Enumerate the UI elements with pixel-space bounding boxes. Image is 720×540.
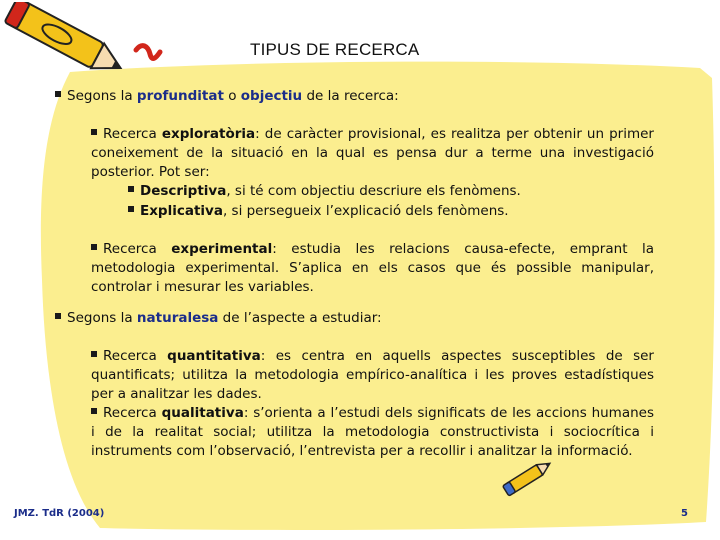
descriptive-item: Descriptiva, si té com objectiu descriure els fenòmens. xyxy=(128,183,521,199)
page-number: 5 xyxy=(681,508,688,519)
bullet-square-icon xyxy=(128,186,134,192)
bullet-square-icon xyxy=(91,244,97,250)
page-title: TIPUS DE RECERCA xyxy=(250,40,420,59)
footer-author: JMZ. TdR (2004) xyxy=(14,508,105,519)
experimental-research-paragraph: Recerca experimental: estudia les relacions causa-efecte, emprant la metodologia experimental. S’aplica en els casos que és possible manipular, controlar i mesurar les variables. xyxy=(91,241,654,295)
bullet-square-icon xyxy=(91,351,97,357)
pencil-icon xyxy=(4,2,164,74)
bullet-square-icon xyxy=(55,313,61,319)
bullet-square-icon xyxy=(55,91,61,97)
explanatory-item: Explicativa, si persegueix l’explicació dels fenòmens. xyxy=(128,203,509,219)
exploratory-research-paragraph: Recerca exploratòria: de caràcter provisional, es realitza per obtenir un primer coneixement de la situació en la qual es pensa dur a terme una investigació posterior. Pot ser: xyxy=(91,126,654,180)
section-nature-heading: Segons la naturalesa de l’aspecte a estudiar: xyxy=(55,310,382,326)
quantitative-research-paragraph: Recerca quantitativa: es centra en aquells aspectes susceptibles de ser quantificats; utilitza la metodologia empírico-analítica i les proves estadístiques per a analitzar les dades. xyxy=(91,348,654,402)
section-depth-heading: Segons la profunditat o objectiu de la recerca: xyxy=(55,88,399,104)
bullet-square-icon xyxy=(128,206,134,212)
bullet-square-icon xyxy=(91,408,97,414)
bullet-square-icon xyxy=(91,129,97,135)
qualitative-research-paragraph: Recerca qualitativa: s’orienta a l’estudi dels significats de les accions humanes i de la realitat social; utilitza la metodologia constructivista i sociocrítica i instruments com l’observació, l’entrevista per a recollir i analitzar la informació. xyxy=(91,405,654,459)
